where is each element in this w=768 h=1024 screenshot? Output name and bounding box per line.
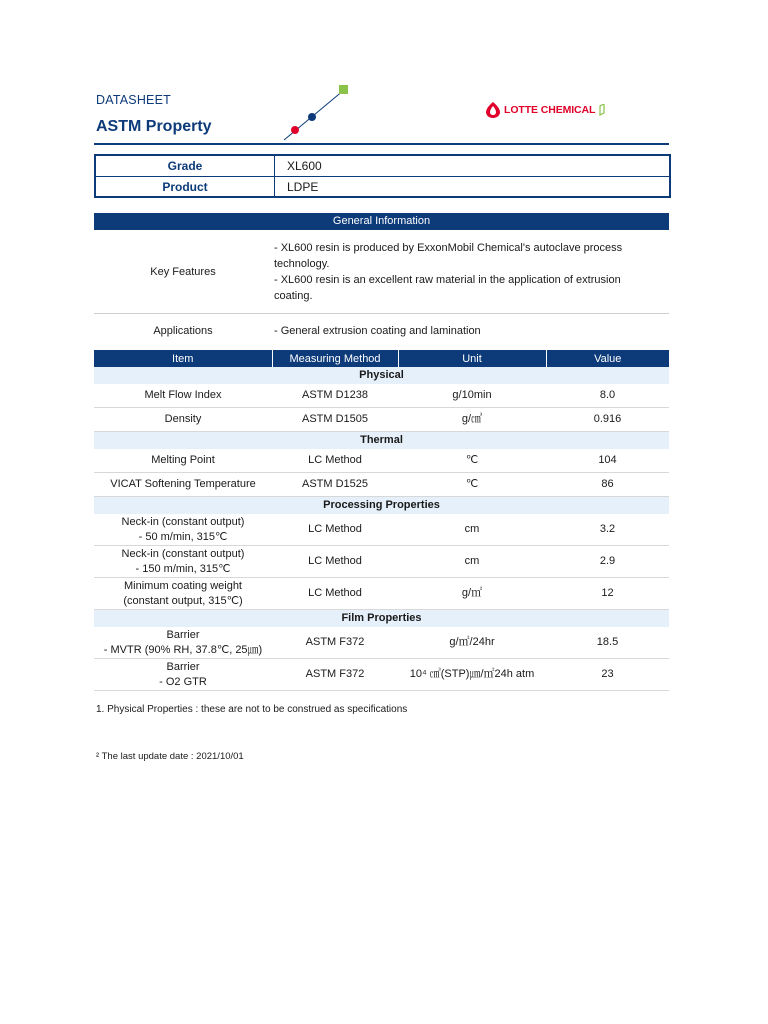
cell-unit: ℃ bbox=[398, 449, 546, 473]
logo-leaf-icon bbox=[599, 104, 605, 116]
key-features-line: coating. bbox=[274, 290, 313, 302]
page-title: ASTM Property bbox=[96, 118, 212, 135]
column-header-item: Item bbox=[94, 350, 272, 367]
grade-value: XL600 bbox=[287, 159, 322, 173]
section-row-film bbox=[94, 610, 669, 628]
table-row bbox=[94, 449, 669, 473]
cell-method: ASTM F372 bbox=[272, 659, 398, 691]
table-row bbox=[94, 659, 669, 691]
column-header-value: Value bbox=[546, 350, 669, 367]
key-features-label: Key Features bbox=[150, 266, 216, 278]
cell-value: 18.5 bbox=[546, 627, 669, 659]
applications-row bbox=[94, 323, 669, 339]
table-row bbox=[94, 514, 669, 546]
cell-item-line: (constant output, 315℃) bbox=[123, 594, 243, 607]
cell-method: ASTM D1505 bbox=[272, 408, 398, 432]
cell-method: ASTM F372 bbox=[272, 627, 398, 659]
cell-method: LC Method bbox=[272, 546, 398, 578]
section-title: Thermal bbox=[94, 432, 669, 450]
key-features-line: - XL600 resin is an excellent raw material in the application of extrusion bbox=[274, 274, 621, 286]
cell-value: 104 bbox=[546, 449, 669, 473]
header-divider bbox=[94, 143, 669, 145]
table-row bbox=[94, 578, 669, 610]
cell-unit: ℃ bbox=[398, 473, 546, 497]
grade-product-box bbox=[94, 154, 671, 198]
column-header-unit: Unit bbox=[398, 350, 546, 367]
applications-label: Applications bbox=[153, 325, 213, 337]
cell-unit: g/10min bbox=[398, 384, 546, 408]
cell-method: LC Method bbox=[272, 578, 398, 610]
cell-value: 23 bbox=[546, 659, 669, 691]
cell-value: 0.916 bbox=[546, 408, 669, 432]
cell-item bbox=[94, 546, 272, 578]
table-header-row bbox=[94, 350, 669, 367]
cell-item-line: Minimum coating weight bbox=[124, 579, 242, 592]
cell-method: LC Method bbox=[272, 514, 398, 546]
general-info-divider bbox=[94, 313, 669, 314]
section-title: Processing Properties bbox=[94, 497, 669, 515]
cell-unit: 10⁴ ㎤(STP)㎛/㎡24h atm bbox=[398, 659, 546, 691]
section-row-thermal bbox=[94, 432, 669, 450]
column-header-method: Measuring Method bbox=[272, 350, 398, 367]
cell-item-line: - MVTR (90% RH, 37.8℃, 25㎛) bbox=[103, 643, 263, 656]
cell-unit: cm bbox=[398, 514, 546, 546]
key-features-row bbox=[94, 239, 669, 305]
cell-item bbox=[94, 659, 272, 691]
key-features-line: - XL600 resin is produced by ExxonMobil Chemical's autoclave process bbox=[274, 242, 623, 254]
cell-value: 86 bbox=[546, 473, 669, 497]
table-row bbox=[94, 408, 669, 432]
last-update-note: ² The last update date : 2021/10/01 bbox=[96, 751, 244, 762]
cell-item-line: Barrier bbox=[166, 628, 200, 641]
cell-method: ASTM D1238 bbox=[272, 384, 398, 408]
section-title: Film Properties bbox=[94, 610, 669, 628]
key-features-text bbox=[272, 239, 669, 305]
product-label: Product bbox=[96, 177, 275, 197]
cell-item-line: Barrier bbox=[166, 660, 200, 673]
grade-label: Grade bbox=[96, 156, 275, 176]
cell-unit: g/㎡/24hr bbox=[398, 627, 546, 659]
cell-item bbox=[94, 514, 272, 546]
cell-value: 12 bbox=[546, 578, 669, 610]
cell-method: ASTM D1525 bbox=[272, 473, 398, 497]
cell-item: Melt Flow Index bbox=[94, 384, 272, 408]
key-features-line: technology. bbox=[274, 258, 330, 270]
cell-value: 2.9 bbox=[546, 546, 669, 578]
cell-item bbox=[94, 578, 272, 610]
lotte-logo-icon bbox=[486, 102, 500, 118]
cell-value: 8.0 bbox=[546, 384, 669, 408]
cell-item: Melting Point bbox=[94, 449, 272, 473]
section-row-processing bbox=[94, 497, 669, 515]
properties-table bbox=[94, 350, 669, 691]
cell-item bbox=[94, 627, 272, 659]
table-row bbox=[94, 384, 669, 408]
section-title: Physical bbox=[94, 367, 669, 384]
cell-unit: cm bbox=[398, 546, 546, 578]
cell-item: VICAT Softening Temperature bbox=[94, 473, 272, 497]
grade-row bbox=[96, 156, 669, 176]
general-info-heading: General Information bbox=[94, 213, 669, 230]
product-value: LDPE bbox=[287, 180, 319, 194]
cell-item-line: - O2 GTR bbox=[159, 675, 207, 688]
cell-value: 3.2 bbox=[546, 514, 669, 546]
section-row-physical bbox=[94, 367, 669, 384]
cell-item-line: Neck-in (constant output) bbox=[121, 515, 245, 528]
cell-unit: g/㎤ bbox=[398, 408, 546, 432]
table-row bbox=[94, 627, 669, 659]
applications-text: - General extrusion coating and lamination bbox=[274, 325, 481, 337]
product-row bbox=[96, 176, 669, 197]
company-logo bbox=[486, 102, 605, 118]
decorative-line-graphic bbox=[280, 82, 355, 142]
cell-item-line: - 150 m/min, 315℃ bbox=[135, 562, 231, 575]
cell-item-line: Neck-in (constant output) bbox=[121, 547, 245, 560]
cell-item: Density bbox=[94, 408, 272, 432]
cell-method: LC Method bbox=[272, 449, 398, 473]
doc-type-label: DATASHEET bbox=[96, 93, 171, 107]
table-row bbox=[94, 473, 669, 497]
footnote: 1. Physical Properties : these are not to be construed as specifications bbox=[96, 704, 408, 715]
cell-item-line: - 50 m/min, 315℃ bbox=[138, 530, 228, 543]
logo-text: LOTTE CHEMICAL bbox=[504, 104, 596, 116]
table-row bbox=[94, 546, 669, 578]
cell-unit: g/㎡ bbox=[398, 578, 546, 610]
